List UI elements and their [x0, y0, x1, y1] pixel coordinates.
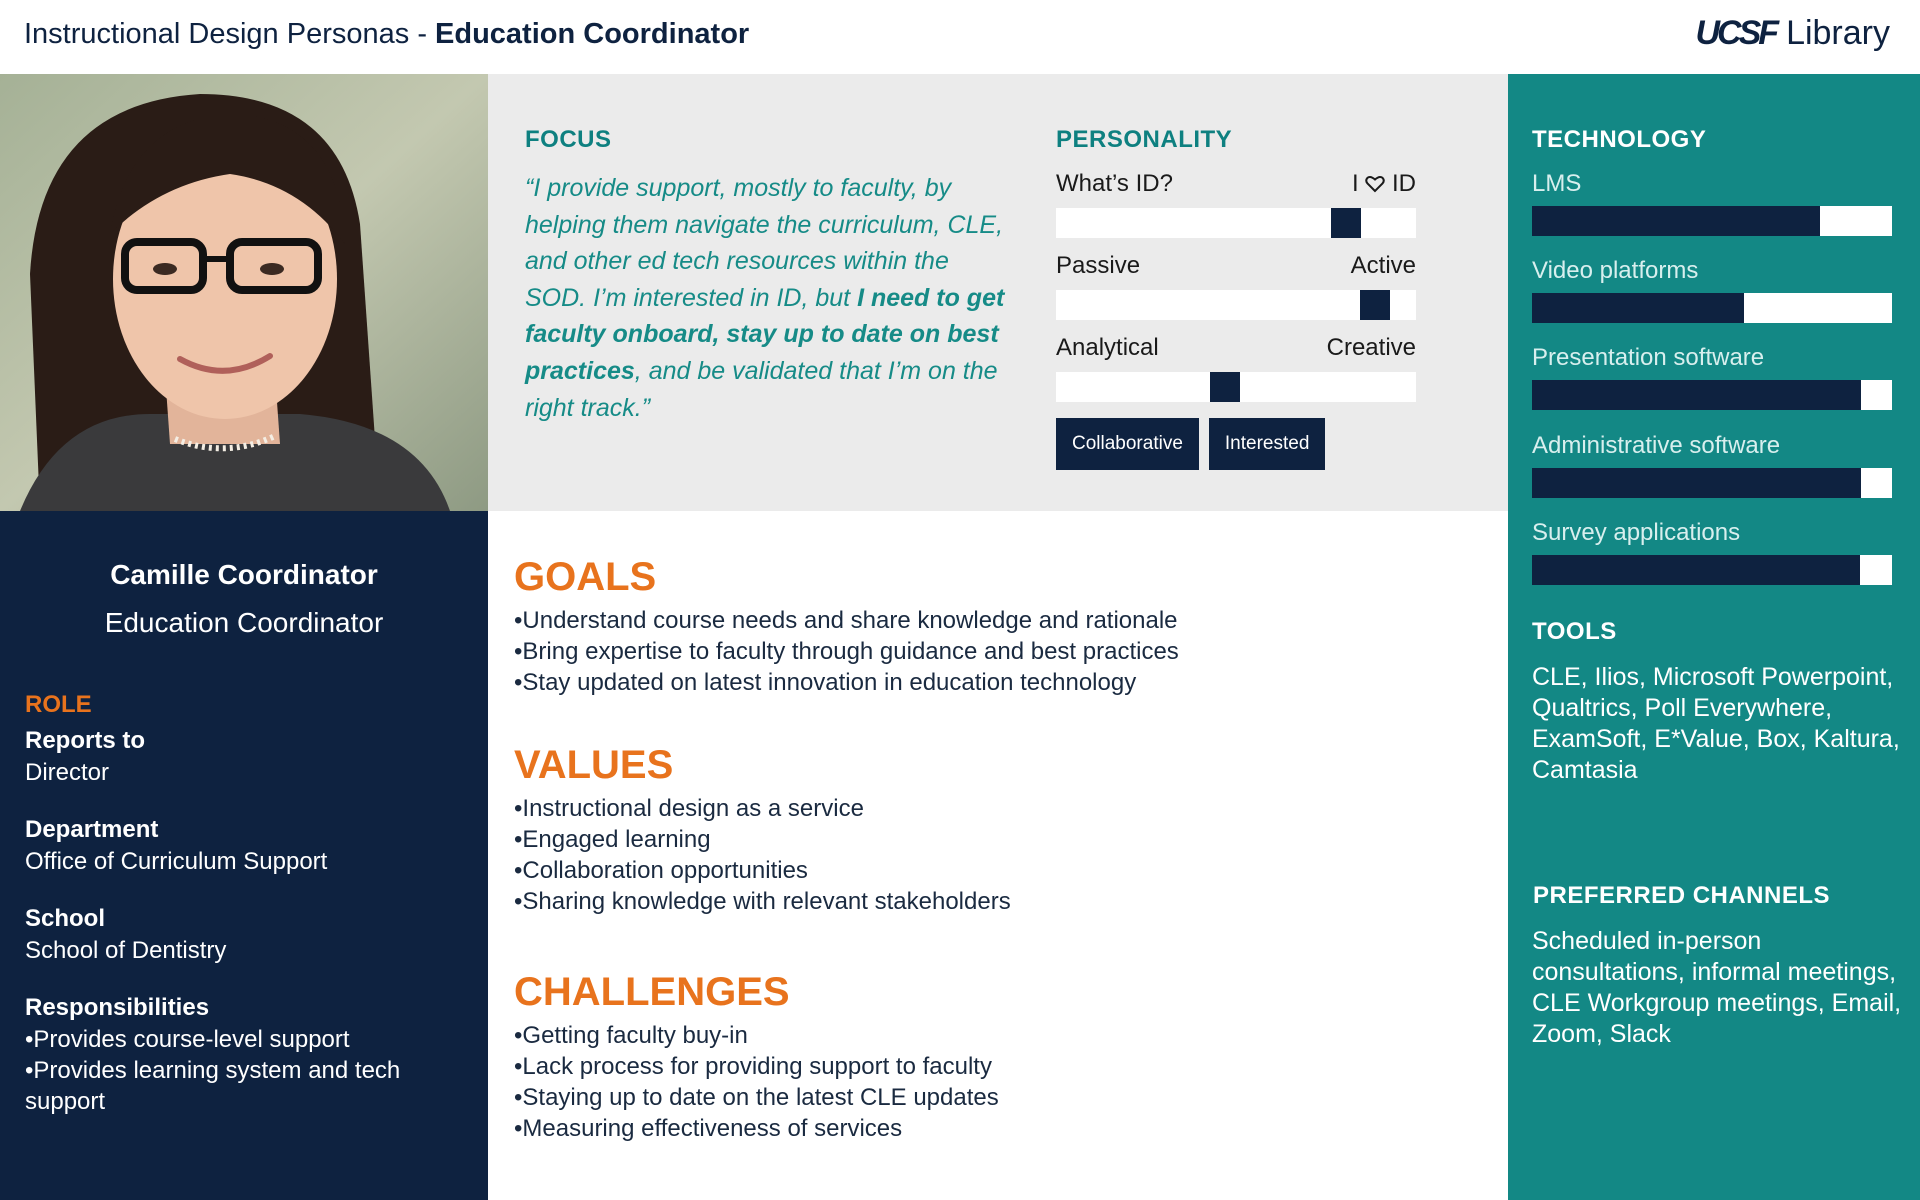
- personality-slider-id: [1056, 170, 1416, 238]
- role-heading: ROLE: [25, 691, 92, 718]
- persona-profile-panel: [0, 511, 488, 1200]
- role-department: [25, 814, 465, 878]
- focus-personality-panel: [488, 74, 1508, 511]
- tech-bar-fill: [1532, 468, 1861, 498]
- list-item: • Understand course needs and share knowledge and rationale: [514, 605, 1179, 636]
- list-item: • Sharing knowledge with relevant stakeholders: [514, 886, 1011, 917]
- focus-quote-bold: I need to get faculty onboard, stay up to date on best practices: [525, 283, 1005, 385]
- slider-knob: [1360, 290, 1390, 320]
- list-item: • Bring expertise to faculty through guidance and best practices: [514, 636, 1179, 667]
- technology-heading: TECHNOLOGY: [1532, 126, 1707, 153]
- slider-track: [1056, 372, 1416, 402]
- role-details: [25, 725, 465, 1142]
- tech-item-administrative: [1532, 432, 1892, 498]
- slider-left-label: Analytical: [1056, 334, 1159, 361]
- role-value: Office of Curriculum Support: [25, 848, 328, 875]
- role-value: Director: [25, 759, 110, 786]
- slider-track: [1056, 208, 1416, 238]
- focus-quote-part1: “I provide support, mostly to faculty, by helping them navigate the curriculum, CLE, and other ed tech resources within the SOD. I’m interested in ID, but: [525, 174, 1004, 312]
- tech-name: Administrative software: [1532, 432, 1781, 459]
- focus-quote: [525, 170, 1015, 426]
- slider-right-label: I ID: [1351, 170, 1416, 197]
- responsibilities-list: [25, 1024, 465, 1117]
- role-school: [25, 903, 465, 967]
- tech-bar-fill: [1532, 293, 1744, 323]
- focus-heading: FOCUS: [525, 126, 612, 153]
- challenges-list: [514, 1020, 999, 1144]
- tech-name: Presentation software: [1532, 344, 1765, 371]
- tech-bar: [1532, 293, 1892, 323]
- tag-collaborative: Collaborative: [1056, 418, 1199, 470]
- title-bold: Education Coordinator: [435, 18, 750, 50]
- persona-photo: [0, 74, 488, 511]
- slider-knob: [1210, 372, 1240, 402]
- role-value: School of Dentistry: [25, 937, 227, 964]
- goals-list: [514, 605, 1179, 698]
- role-key: Reports to: [25, 727, 145, 754]
- logo-mark: UCSF: [1695, 14, 1777, 52]
- slider-right-label: Creative: [1326, 334, 1416, 361]
- tech-item-presentation: [1532, 344, 1892, 410]
- list-item: • Staying up to date on the latest CLE updates: [514, 1082, 999, 1113]
- list-item: • Lack process for providing support to faculty: [514, 1051, 999, 1082]
- tech-name: Video platforms: [1532, 257, 1699, 284]
- values-list: [514, 793, 1011, 917]
- slider-track: [1056, 290, 1416, 320]
- tech-bar: [1532, 555, 1892, 585]
- personality-tags: [1056, 418, 1325, 470]
- challenges-heading: CHALLENGES: [514, 970, 790, 1014]
- persona-portrait-illustration: [0, 74, 488, 511]
- list-item: • Engaged learning: [514, 824, 1011, 855]
- list-item: • Collaboration opportunities: [514, 855, 1011, 886]
- persona-title: Education Coordinator: [104, 607, 384, 638]
- list-item: • Measuring effectiveness of services: [514, 1113, 999, 1144]
- tech-item-lms: [1532, 170, 1892, 236]
- list-item: • Provides course-level support: [25, 1024, 465, 1055]
- focus-quote-part2: , and be validated that I’m on the right track.”: [525, 356, 998, 422]
- tech-item-survey: [1532, 519, 1892, 585]
- list-item: • Provides learning system and tech support: [25, 1055, 465, 1117]
- tech-bar: [1532, 468, 1892, 498]
- list-item: • Getting faculty buy-in: [514, 1020, 999, 1051]
- tech-bar-fill: [1532, 380, 1861, 410]
- slider-right-label: Active: [1350, 252, 1416, 279]
- tech-bar: [1532, 380, 1892, 410]
- tech-name: Survey applications: [1532, 519, 1741, 546]
- list-item: • Instructional design as a service: [514, 793, 1011, 824]
- role-reports-to: [25, 725, 465, 789]
- role-responsibilities: [25, 992, 465, 1117]
- personality-slider-activity: [1056, 252, 1416, 320]
- role-key: School: [25, 905, 106, 932]
- slider-left-label: What’s ID?: [1056, 170, 1173, 197]
- tech-item-video: [1532, 257, 1892, 323]
- title-prefix: Instructional Design Personas -: [24, 18, 436, 50]
- tools-list: CLE, Ilios, Microsoft Powerpoint, Qualtrics, Poll Everywhere, ExamSoft, E*Value, Box, Kaltura, Camtasia: [1532, 663, 1900, 784]
- tech-bar: [1532, 206, 1892, 236]
- role-key: Responsibilities: [25, 994, 210, 1021]
- list-item: • Stay updated on latest innovation in education technology: [514, 667, 1179, 698]
- technology-panel: [1508, 74, 1920, 1200]
- tech-bar-fill: [1532, 206, 1820, 236]
- tech-name: LMS: [1532, 170, 1582, 197]
- header: [0, 0, 1920, 74]
- personality-heading: PERSONALITY: [1056, 126, 1233, 153]
- slider-left-label: Passive: [1056, 252, 1141, 279]
- ucsf-library-logo: [1696, 14, 1891, 62]
- preferred-channels-heading: PREFERRED CHANNELS: [1533, 882, 1831, 909]
- goals-heading: GOALS: [514, 555, 657, 599]
- tech-bar-fill: [1532, 555, 1860, 585]
- tools-heading: TOOLS: [1532, 618, 1617, 645]
- values-heading: VALUES: [514, 743, 674, 787]
- tag-interested: Interested: [1209, 418, 1326, 470]
- heart-icon: [1365, 175, 1385, 193]
- logo-text: Library: [1786, 14, 1890, 52]
- slider-knob: [1331, 208, 1361, 238]
- persona-name: Camille Coordinator: [110, 559, 378, 590]
- preferred-channels-list: Scheduled in-person consultations, informal meetings, CLE Workgroup meetings, Email, Zoom, Slack: [1532, 927, 1902, 1048]
- goals-values-challenges: [488, 511, 1508, 1200]
- page-title: [24, 18, 749, 51]
- role-key: Department: [25, 816, 159, 843]
- personality-slider-thinking: [1056, 334, 1416, 402]
